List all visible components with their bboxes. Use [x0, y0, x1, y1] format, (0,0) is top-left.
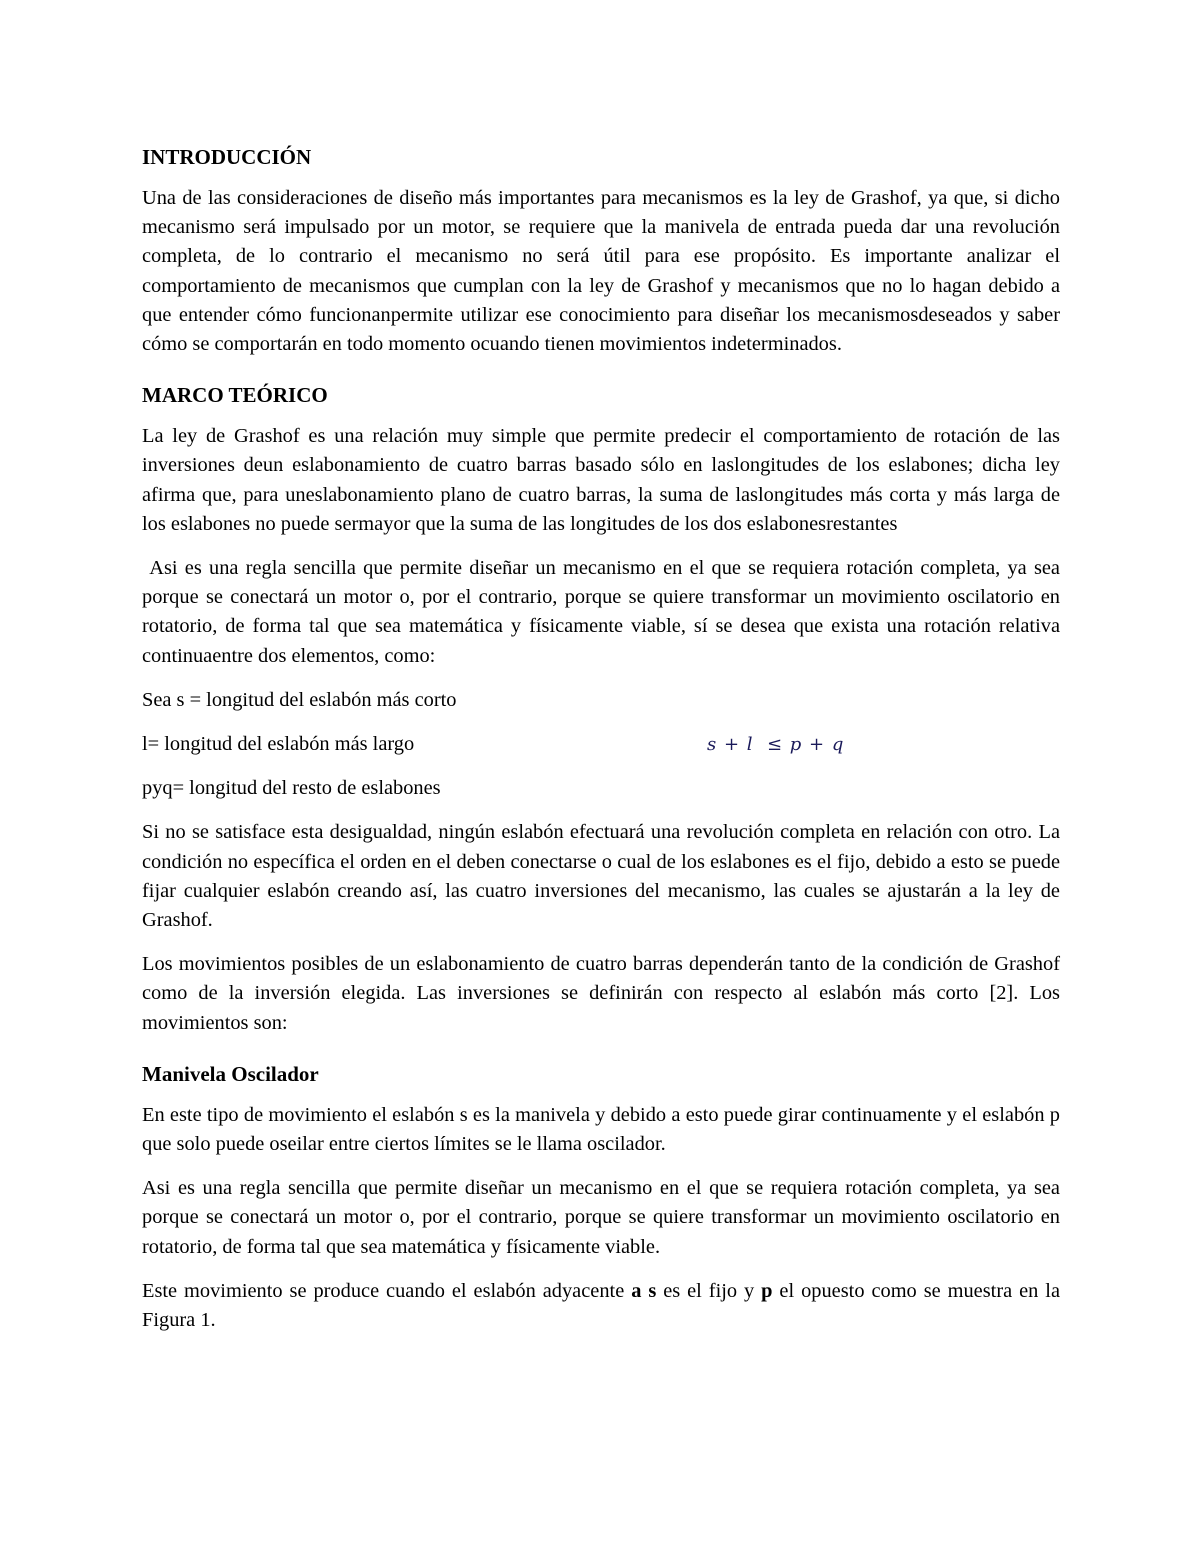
grashof-formula: s + l ≤ p + q — [707, 734, 845, 756]
heading-introduccion: INTRODUCCIÓN — [142, 145, 312, 169]
document-body — [142, 142, 1066, 1335]
intro-paragraph: Una de las consideraciones de diseño más importantes para mecanismos es la ley de Grashof, ya que, si dicho mecanismo será impulsado por un motor, se requiere que la manivela de entrada pueda dar una revolución completa, de lo contrario el mecanismo no será útil para ese propósito. Es importante analizar el comportamiento de mecanismos que cumplan con la ley de Grashof y mecanismos que no lo hagan debido a que entender cómo funcionanpermite utilizar ese conocimiento para diseñar los mecanismosdeseados y saber cómo se comportarán en todo momento ocuando tienen movimientos indeterminados. — [142, 187, 1060, 356]
marco-paragraph-1: La ley de Grashof es una relación muy simple que permite predecir el comportamiento de rotación de las inversiones deun eslabonamiento de cuatro barras basado sólo en laslongitudes de los eslabones; dicha ley afirma que, para uneslabonamiento plano de cuatro barras, la suma de laslongitudes más corta y más larga de los eslabones no puede sermayor que la suma de las longitudes de los dos eslabonesrestantes — [142, 425, 1066, 535]
p3-part-a: Este movimiento se produce cuando el eslabón adyacente — [142, 1279, 632, 1302]
manivela-paragraph-1: En este tipo de movimiento el eslabón s es la manivela y debido a esto puede girar continuamente y el eslabón p que solo puede oseilar entre ciertos límites se le llama oscilador. — [142, 1103, 1060, 1156]
p3-bold-as: a s — [631, 1279, 657, 1302]
definition-pq-text: pyq= longitud del resto de eslabones — [142, 777, 441, 800]
definition-s — [142, 686, 1060, 715]
marco-paragraph-2: Asi es una regla sencilla que permite diseñar un mecanismo en el que se requiera rotación completa, ya sea porque se conectará un motor o, por el contrario, porque se quiere transformar un movimiento oscilatorio en rotatorio, de forma tal que sea matemática y físicamente viable, sí se desea que exista una rotación relativa continuaentre dos elementos, como: — [142, 557, 1066, 667]
heading-manivela-oscilador: Manivela Oscilador — [142, 1061, 319, 1086]
heading-marco-teorico: MARCO TEÓRICO — [142, 383, 328, 408]
definition-pq — [142, 774, 1060, 803]
manivela-paragraph-2: Asi es una regla sencilla que permite diseñar un mecanismo en el que se requiera rotación completa, ya sea porque se conectará un motor o, por el contrario, porque se quiere transformar un movimiento oscilatorio en rotatorio, de forma tal que sea matemática y físicamente viable. — [142, 1177, 1060, 1258]
marco-paragraph-3: Si no se satisface esta desigualdad, ningún eslabón efectuará una revolución completa en relación con otro. La condición no específica el orden en el deben conectarse o cual de los eslabones es el fijo, debido a esto se puede fijar cualquier eslabón creando así, las cuatro inversiones del mecanismo, las cuales se ajustarán a la ley de Grashof. — [142, 821, 1060, 932]
definition-s-text: Sea s = longitud del eslabón más corto — [142, 688, 457, 711]
marco-paragraph-4: Los movimientos posibles de un eslabonamiento de cuatro barras dependerán tanto de la condición de Grashof como de la inversión elegida. Las inversiones se definirán con respecto al eslabón más corto [2]. Los movimientos son: — [142, 953, 1060, 1034]
definition-l-text: l= longitud del eslabón más largo — [142, 733, 415, 756]
p3-bold-p: p — [761, 1279, 773, 1302]
p3-part-c: es el fijo y — [656, 1279, 762, 1302]
p3-part-e: el opuesto como se muestra en la Figura 1. — [142, 1279, 1060, 1332]
definition-l — [142, 730, 1060, 759]
manivela-paragraph-3 — [142, 1277, 1060, 1335]
